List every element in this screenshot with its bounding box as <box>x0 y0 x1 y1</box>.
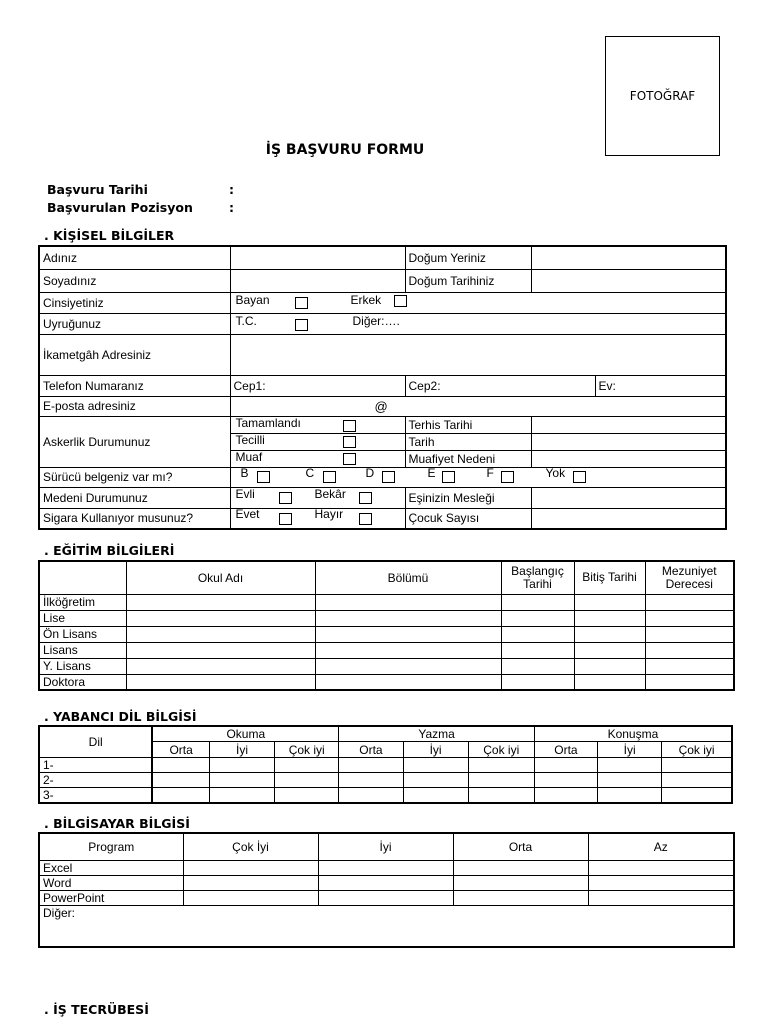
license-options <box>230 467 726 487</box>
photo-label: FOTOĞRAF <box>629 89 696 103</box>
other-programs-field[interactable]: Diğer: <box>39 905 734 947</box>
gender-options <box>230 292 726 313</box>
program-row-label: Excel <box>39 860 183 875</box>
postpone-date-field[interactable] <box>531 433 726 450</box>
smoking-yes-checkbox[interactable] <box>279 513 292 525</box>
name-label: Adınız <box>39 246 230 269</box>
program-row-label: PowerPoint <box>39 890 183 905</box>
smoking-no-label: Hayır <box>314 508 344 521</box>
level-header: İyi <box>209 742 274 758</box>
computer-cell[interactable] <box>183 890 318 905</box>
spouse-job-field[interactable] <box>531 487 726 508</box>
male-checkbox[interactable] <box>394 295 407 307</box>
personal-info-table <box>38 245 727 530</box>
license-d-checkbox[interactable] <box>382 471 395 483</box>
phone-label: Telefon Numaranız <box>39 375 230 396</box>
language-cell[interactable] <box>275 773 339 788</box>
language-cell[interactable] <box>209 788 274 804</box>
education-cell[interactable] <box>126 594 315 610</box>
education-cell[interactable] <box>126 626 315 642</box>
language-cell[interactable] <box>209 773 274 788</box>
language-cell[interactable] <box>598 773 662 788</box>
language-cell[interactable] <box>275 758 339 773</box>
school-name-header: Okul Adı <box>126 561 315 594</box>
education-cell[interactable] <box>645 658 734 674</box>
education-cell[interactable] <box>315 594 501 610</box>
education-cell[interactable] <box>501 674 574 690</box>
nationality-label: Uyruğunuz <box>39 313 230 334</box>
education-row-label: Doktora <box>39 674 126 690</box>
computer-cell[interactable] <box>183 860 318 875</box>
gender-label: Cinsiyetiniz <box>39 292 230 313</box>
education-row-label: İlköğretim <box>39 594 126 610</box>
license-d-label: D <box>365 467 375 480</box>
experience-heading: . İŞ TECRÜBESİ <box>44 1002 149 1017</box>
smoking-no-checkbox[interactable] <box>359 513 372 525</box>
personal-info-heading: . KİŞİSEL BİLGİLER <box>44 228 175 243</box>
language-cell[interactable] <box>152 758 209 773</box>
other-nationality-label: Diğer:…. <box>352 313 400 328</box>
female-checkbox[interactable] <box>295 297 308 309</box>
education-cell[interactable] <box>315 658 501 674</box>
education-cell[interactable] <box>501 594 574 610</box>
computer-cell[interactable] <box>453 860 588 875</box>
military-completed-option <box>230 416 405 433</box>
level-header: İyi <box>598 742 662 758</box>
license-e-label: E <box>427 467 436 480</box>
nationality-options <box>230 313 726 334</box>
language-cell[interactable] <box>662 773 732 788</box>
license-none-checkbox[interactable] <box>573 471 586 483</box>
language-cell[interactable] <box>403 773 468 788</box>
email-field[interactable] <box>230 396 726 416</box>
level-header: Orta <box>534 742 597 758</box>
education-cell[interactable] <box>645 642 734 658</box>
license-b-label: B <box>240 467 249 480</box>
language-cell[interactable] <box>598 758 662 773</box>
language-cell[interactable] <box>275 788 339 804</box>
computer-cell[interactable] <box>183 875 318 890</box>
writing-header: Yazma <box>339 726 535 742</box>
language-row-label: 2- <box>39 773 152 788</box>
surname-label: Soyadınız <box>39 269 230 292</box>
education-cell[interactable] <box>126 610 315 626</box>
license-f-checkbox[interactable] <box>501 471 514 483</box>
language-cell[interactable] <box>339 773 403 788</box>
level-header: İyi <box>403 742 468 758</box>
education-cell[interactable] <box>645 610 734 626</box>
start-date-header: Başlangıç Tarihi <box>501 561 574 594</box>
language-header: Dil <box>39 726 152 758</box>
home-phone-field[interactable]: Ev: <box>595 375 726 396</box>
language-cell[interactable] <box>209 758 274 773</box>
computer-cell[interactable] <box>453 875 588 890</box>
education-cell[interactable] <box>574 674 645 690</box>
level-header: Çok iyi <box>662 742 732 758</box>
education-cell[interactable] <box>126 674 315 690</box>
education-cell[interactable] <box>645 674 734 690</box>
computer-table <box>38 832 735 948</box>
computer-cell[interactable] <box>318 890 453 905</box>
license-label: Sürücü belgeniz var mı? <box>39 467 230 487</box>
program-header: Program <box>39 833 183 860</box>
education-row-label: Lisans <box>39 642 126 658</box>
smoking-label: Sigara Kullanıyor musunuz? <box>39 508 230 529</box>
military-label: Askerlik Durumunuz <box>39 416 230 467</box>
language-cell[interactable] <box>662 788 732 804</box>
speaking-header: Konuşma <box>534 726 732 742</box>
reading-header: Okuma <box>152 726 339 742</box>
education-header-empty <box>39 561 126 594</box>
education-cell[interactable] <box>645 626 734 642</box>
education-cell[interactable] <box>315 626 501 642</box>
level-header: Orta <box>339 742 403 758</box>
position-label: Başvurulan Pozisyon <box>47 200 193 215</box>
at-sign: @ <box>374 398 388 414</box>
license-c-label: C <box>305 467 315 480</box>
postpone-date-label: Tarih <box>405 433 531 450</box>
computer-cell[interactable] <box>318 875 453 890</box>
program-row-label: Word <box>39 875 183 890</box>
form-title: İŞ BAŞVURU FORMU <box>265 142 425 158</box>
tc-label: T.C. <box>235 313 257 328</box>
education-cell[interactable] <box>574 626 645 642</box>
cep2-field[interactable]: Cep2: <box>405 375 595 396</box>
license-f-label: F <box>486 467 494 480</box>
level-header: Orta <box>152 742 209 758</box>
education-heading: . EĞİTİM BİLGİLERİ <box>44 543 175 558</box>
computer-heading: . BİLGİSAYAR BİLGİSİ <box>44 816 190 831</box>
very-good-header: Çok İyi <box>183 833 318 860</box>
birth-date-label: Doğum Tarihiniz <box>405 269 531 292</box>
education-cell[interactable] <box>315 674 501 690</box>
children-label: Çocuk Sayısı <box>405 508 531 529</box>
military-postponed-option <box>230 433 405 450</box>
language-table <box>38 725 733 804</box>
education-cell[interactable] <box>315 610 501 626</box>
education-cell[interactable] <box>501 610 574 626</box>
education-cell[interactable] <box>501 626 574 642</box>
marital-options <box>230 487 405 508</box>
marital-label: Medeni Durumunuz <box>39 487 230 508</box>
smoking-options <box>230 508 405 529</box>
education-cell[interactable] <box>501 658 574 674</box>
language-heading: . YABANCI DİL BİLGİSİ <box>44 709 197 724</box>
exempt-reason-label: Muafiyet Nedeni <box>405 450 531 467</box>
language-cell[interactable] <box>468 758 534 773</box>
exempt-label: Muaf <box>235 450 263 464</box>
birth-place-label: Doğum Yeriniz <box>405 246 531 269</box>
email-label: E-posta adresiniz <box>39 396 230 416</box>
language-cell[interactable] <box>534 758 597 773</box>
license-b-checkbox[interactable] <box>257 471 270 483</box>
language-row-label: 3- <box>39 788 152 804</box>
license-c-checkbox[interactable] <box>323 471 336 483</box>
language-cell[interactable] <box>152 788 209 804</box>
married-label: Evli <box>235 487 255 501</box>
education-cell[interactable] <box>574 610 645 626</box>
birth-date-field[interactable] <box>531 269 726 292</box>
tc-checkbox[interactable] <box>295 319 308 331</box>
level-header: Çok iyi <box>275 742 339 758</box>
completed-label: Tamamlandı <box>235 416 301 430</box>
address-field[interactable] <box>230 334 726 375</box>
smoking-yes-label: Evet <box>235 508 260 521</box>
single-checkbox[interactable] <box>359 492 372 504</box>
license-e-checkbox[interactable] <box>442 471 455 483</box>
computer-cell[interactable] <box>318 860 453 875</box>
computer-cell[interactable] <box>588 890 734 905</box>
name-field[interactable] <box>230 246 405 269</box>
spouse-job-label: Eşinizin Mesleği <box>405 487 531 508</box>
education-row-label: Y. Lisans <box>39 658 126 674</box>
language-cell[interactable] <box>339 788 403 804</box>
cep1-field[interactable]: Cep1: <box>230 375 405 396</box>
education-cell[interactable] <box>126 642 315 658</box>
military-exempt-option <box>230 450 405 467</box>
language-cell[interactable] <box>403 758 468 773</box>
language-cell[interactable] <box>152 773 209 788</box>
education-cell[interactable] <box>574 594 645 610</box>
male-label: Erkek <box>350 292 382 307</box>
address-label: İkametgâh Adresiniz <box>39 334 230 375</box>
language-cell[interactable] <box>534 788 597 804</box>
language-cell[interactable] <box>468 788 534 804</box>
education-cell[interactable] <box>645 594 734 610</box>
language-cell[interactable] <box>403 788 468 804</box>
birth-place-field[interactable] <box>531 246 726 269</box>
photo-box <box>605 36 720 156</box>
postponed-label: Tecilli <box>235 433 265 447</box>
education-cell[interactable] <box>126 658 315 674</box>
language-cell[interactable] <box>534 773 597 788</box>
language-cell[interactable] <box>339 758 403 773</box>
language-cell[interactable] <box>468 773 534 788</box>
completed-checkbox[interactable] <box>343 420 356 432</box>
computer-cell[interactable] <box>588 860 734 875</box>
surname-field[interactable] <box>230 269 405 292</box>
colon: : <box>229 182 234 197</box>
application-date-label: Başvuru Tarihi <box>47 182 148 197</box>
education-cell[interactable] <box>315 642 501 658</box>
education-row-label: Lise <box>39 610 126 626</box>
medium-header: Orta <box>453 833 588 860</box>
poor-header: Az <box>588 833 734 860</box>
good-header: İyi <box>318 833 453 860</box>
discharge-date-label: Terhis Tarihi <box>405 416 531 433</box>
education-cell[interactable] <box>501 642 574 658</box>
female-label: Bayan <box>235 292 270 307</box>
language-cell[interactable] <box>598 788 662 804</box>
children-field[interactable] <box>531 508 726 529</box>
postponed-checkbox[interactable] <box>343 436 356 448</box>
language-row-label: 1- <box>39 758 152 773</box>
computer-cell[interactable] <box>588 875 734 890</box>
discharge-date-field[interactable] <box>531 416 726 433</box>
level-header: Çok iyi <box>468 742 534 758</box>
department-header: Bölümü <box>315 561 501 594</box>
end-date-header: Bitiş Tarihi <box>574 561 645 594</box>
education-cell[interactable] <box>574 642 645 658</box>
education-table <box>38 560 735 691</box>
license-none-label: Yok <box>545 467 566 480</box>
exempt-reason-field[interactable] <box>531 450 726 467</box>
computer-cell[interactable] <box>453 890 588 905</box>
exempt-checkbox[interactable] <box>343 453 356 465</box>
degree-header: Mezuniyet Derecesi <box>645 561 734 594</box>
language-cell[interactable] <box>662 758 732 773</box>
education-row-label: Ön Lisans <box>39 626 126 642</box>
colon: : <box>229 200 234 215</box>
single-label: Bekâr <box>314 487 346 501</box>
married-checkbox[interactable] <box>279 492 292 504</box>
education-cell[interactable] <box>574 658 645 674</box>
